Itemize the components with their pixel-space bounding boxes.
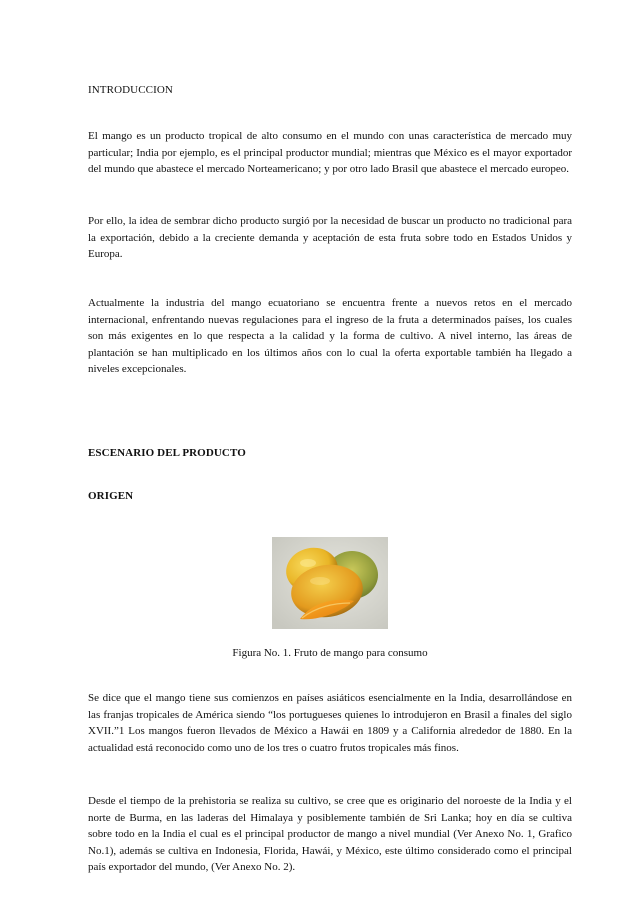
section-heading-escenario: ESCENARIO DEL PRODUCTO — [88, 447, 246, 459]
paragraph-origen-2: Desde el tiempo de la prehistoria se realiza su cultivo, se cree que es originario del noroeste de la India y el norte de Burma, en las laderas del Himalaya y posiblemente también de Sri Lanka; hoy en día se cultiva sobre todo en la India el cual es el principal productor de mango a nivel mundial (Ver Anexo No. 1, Grafico No.1), además se cultiva en Indonesia, Florida, Hawái, y México, este último considerado como el principal país exportador del mundo, (Ver Anexo No. 2). — [88, 795, 572, 873]
paragraph-intro-1: El mango es un producto tropical de alto consumo en el mundo con unas característica de mercado muy particular; India por ejemplo, es el principal productor mundial; mientras que México es el mayor exportador del mundo que abastece el mercado Norteamericano; y por otro lado Brasil que abastece el mercado europeo. — [88, 130, 572, 175]
paragraph-intro-2: Por ello, la idea de sembrar dicho producto surgió por la necesidad de buscar un producto no tradicional para la exportación, debido a la creciente demanda y aceptación de esta fruta sobre todo en Estados Unidos y Europa. — [88, 215, 572, 260]
section-heading-origen: ORIGEN — [88, 490, 134, 502]
mango-figure-image — [272, 537, 388, 629]
mango-photo — [272, 537, 388, 629]
paragraph-origen-1: Se dice que el mango tiene sus comienzos en países asiáticos esencialmente en la India, desarrollándose en las franjas tropicales de América siendo “los portugueses quienes lo introdujeron en Brasil a finales del siglo XVII.”1 Los mangos fueron llevados de México a Hawái en 1809 y a California alrededor de 1880. En la actualidad está reconocido como uno de los tres o cuatro frutos tropicales más finos. — [88, 692, 572, 754]
paragraph-intro-3: Actualmente la industria del mango ecuatoriano se encuentra frente a nuevos retos en el mercado internacional, enfrentando nuevas regulaciones para el ingreso de la fruta a determinados países, los cuales son más exigentes en lo que respecta a la calidad y la forma de cultivo. A nivel interno, las áreas de plantación se han multiplicado en los últimos años con lo cual la oferta exportable también ha llegado a niveles excepcionales. — [88, 297, 572, 375]
section-heading-introduccion: INTRODUCCION — [88, 84, 173, 96]
figure-caption: Figura No. 1. Fruto de mango para consumo — [232, 647, 428, 659]
